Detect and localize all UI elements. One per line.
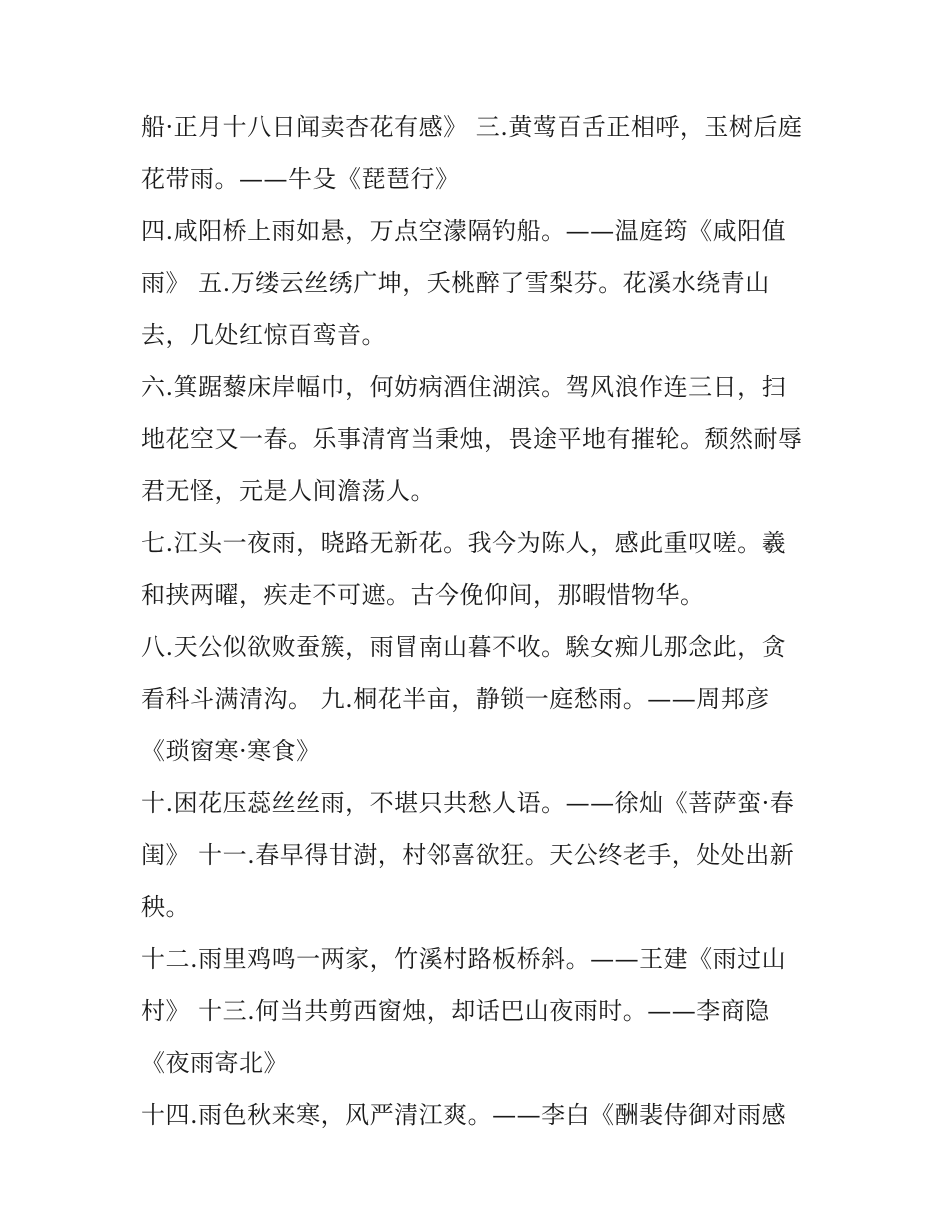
text-line: 村》 十三.何当共剪西窗烛，却话巴山夜雨时。——李商隐 xyxy=(141,997,770,1025)
text-line: 君无怪，元是人间澹荡人。 xyxy=(141,477,435,505)
text-line: 秧。 xyxy=(141,893,190,921)
text-line: 和挟两曜，疾走不可遮。古今俛仰间，那暇惜物华。 xyxy=(141,581,705,609)
text-line: 船·正月十八日闻卖杏花有感》 三.黄莺百舌正相呼，玉树后庭 xyxy=(141,113,803,141)
text-line: 十四.雨色秋来寒，风严清江爽。——李白《酬裴侍御对雨感 xyxy=(141,1101,787,1129)
text-line: 看科斗满清沟。 九.桐花半亩，静锁一庭愁雨。——周邦彦 xyxy=(141,685,770,713)
text-line: 《夜雨寄北》 xyxy=(141,1049,288,1077)
text-line: 六.箕踞藜床岸幅巾，何妨病酒住湖滨。驾风浪作连三日，扫 xyxy=(141,373,787,401)
text-line: 八.天公似欲败蚕簇，雨冒南山暮不收。騃女痴儿那念此，贪 xyxy=(141,633,787,661)
text-line: 《琐窗寒·寒食》 xyxy=(141,737,321,765)
text-line: 十二.雨里鸡鸣一两家，竹溪村路板桥斜。——王建《雨过山 xyxy=(141,945,787,973)
text-line: 七.江头一夜雨，晓路无新花。我今为陈人，感此重叹嗟。羲 xyxy=(141,529,787,557)
text-line: 花带雨。——牛殳《琵琶行》 xyxy=(141,165,460,193)
text-line: 雨》 五.万缕云丝绣广坤，夭桃醉了雪梨芬。花溪水绕青山 xyxy=(141,269,770,297)
text-line: 闺》 十一.春早得甘澍，村邻喜欲狂。天公终老手，处处出新 xyxy=(141,841,795,869)
text-line: 四.咸阳桥上雨如悬，万点空濛隔钓船。——温庭筠《咸阳值 xyxy=(141,217,787,245)
text-line: 地花空又一春。乐事清宵当秉烛，畏途平地有摧轮。颓然耐辱 xyxy=(141,425,803,453)
text-line: 十.困花压蕊丝丝雨，不堪只共愁人语。——徐灿《菩萨蛮·春 xyxy=(141,789,795,817)
text-line: 去，几处红惊百鸾音。 xyxy=(141,321,386,349)
